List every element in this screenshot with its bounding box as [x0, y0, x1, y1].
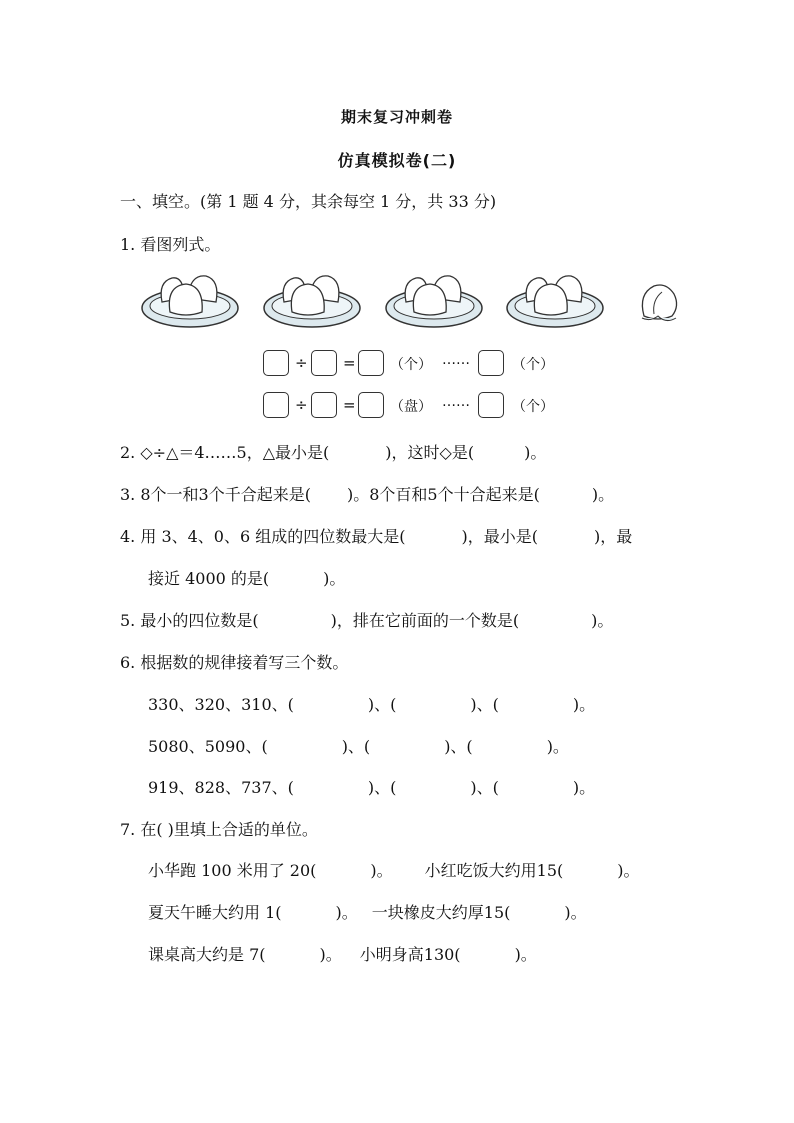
question-text: )。	[617, 861, 640, 880]
question-1-label: 1. 看图列式。	[120, 235, 221, 254]
sequence-text: )。	[572, 695, 596, 714]
sequence-row-1	[148, 692, 595, 715]
remainder-dots: ……	[442, 394, 470, 410]
answer-box[interactable]	[478, 350, 504, 376]
bun-plate-4-image	[505, 268, 605, 330]
unit-row-1	[148, 858, 640, 881]
question-text: 小红吃饭大约用15(	[424, 861, 564, 880]
sequence-text: )、(	[444, 737, 473, 756]
sequence-text: )、(	[341, 737, 371, 756]
sequence-text: )、(	[367, 778, 397, 797]
question-text: )。	[370, 861, 393, 880]
question-text: )。	[524, 443, 547, 462]
question-6-label: 6. 根据数的规律接着写三个数。	[120, 653, 349, 672]
question-text: )，这时◇是(	[385, 443, 475, 462]
sequence-row-3	[148, 775, 595, 798]
answer-box[interactable]	[358, 392, 384, 418]
single-bun-image	[636, 280, 682, 326]
unit-label: （个）	[512, 357, 554, 373]
section-heading: 一、填空。(第 1 题 4 分，其余每空 1 分，共 33 分)	[120, 192, 497, 211]
question-text: )。	[591, 611, 614, 630]
unit-row-2	[148, 900, 587, 923]
sequence-text: )。	[572, 778, 596, 797]
question-text: )，最	[594, 527, 633, 546]
equals-sign: =	[343, 354, 356, 372]
page-subtitle: 仿真模拟卷(二)	[337, 151, 457, 170]
question-text: )。	[323, 569, 346, 588]
sequence-text: 919、828、737、(	[148, 778, 294, 797]
unit-row-3	[148, 942, 537, 965]
answer-box[interactable]	[311, 350, 337, 376]
answer-box[interactable]	[311, 392, 337, 418]
question-text: )，排在它前面的一个数是(	[330, 611, 520, 630]
sequence-text: )、(	[367, 695, 397, 714]
remainder-dots: ……	[442, 352, 470, 368]
question-3	[120, 482, 614, 505]
question-text: )。	[591, 485, 615, 504]
question-text: 课桌高大约是 7(	[148, 945, 266, 964]
question-text: )，最小是(	[461, 527, 538, 546]
divide-sign: ÷	[295, 354, 308, 372]
sequence-text: )、(	[470, 778, 499, 797]
question-text: 3. 8个一和3个千合起来是(	[120, 485, 311, 504]
question-text: )。	[319, 945, 342, 964]
question-text: 小华跑 100 米用了 20(	[148, 861, 317, 880]
question-text: 一块橡皮大约厚15(	[371, 903, 511, 922]
answer-box[interactable]	[263, 350, 289, 376]
page-title: 期末复习冲刺卷	[340, 108, 453, 126]
answer-box[interactable]	[478, 392, 504, 418]
answer-box[interactable]	[263, 392, 289, 418]
bun-plate-2-image	[262, 268, 362, 330]
equals-sign: =	[343, 396, 356, 414]
question-4-cont	[148, 566, 345, 589]
answer-box[interactable]	[358, 350, 384, 376]
unit-label: （个）	[390, 357, 432, 373]
unit-label: （盘）	[390, 399, 432, 415]
sequence-row-2	[148, 734, 569, 757]
question-text: 4. 用 3、4、0、6 组成的四位数最大是(	[120, 527, 406, 546]
bun-plate-1-image	[140, 268, 240, 330]
bun-plate-3-image	[384, 268, 484, 330]
question-text: 2. ◇÷△＝4……5，△最小是(	[120, 443, 330, 462]
sequence-text: 330、320、310、(	[148, 695, 294, 714]
question-4	[120, 524, 632, 547]
question-text: )。8个百和5个十合起来是(	[346, 485, 540, 504]
question-text: 接近 4000 的是(	[148, 569, 270, 588]
divide-sign: ÷	[295, 396, 308, 414]
question-5	[120, 608, 613, 631]
question-text: 夏天午睡大约用 1(	[148, 903, 282, 922]
question-2	[120, 440, 546, 463]
question-text: )。	[514, 945, 537, 964]
question-text: )。	[335, 903, 358, 922]
question-text: )。	[564, 903, 587, 922]
sequence-text: )。	[546, 737, 569, 756]
question-text: 小明身高130(	[359, 945, 461, 964]
unit-label: （个）	[512, 399, 554, 415]
question-text: 5. 最小的四位数是(	[120, 611, 259, 630]
sequence-text: )、(	[470, 695, 499, 714]
sequence-text: 5080、5090、(	[148, 737, 268, 756]
question-7-label: 7. 在( )里填上合适的单位。	[120, 820, 318, 839]
